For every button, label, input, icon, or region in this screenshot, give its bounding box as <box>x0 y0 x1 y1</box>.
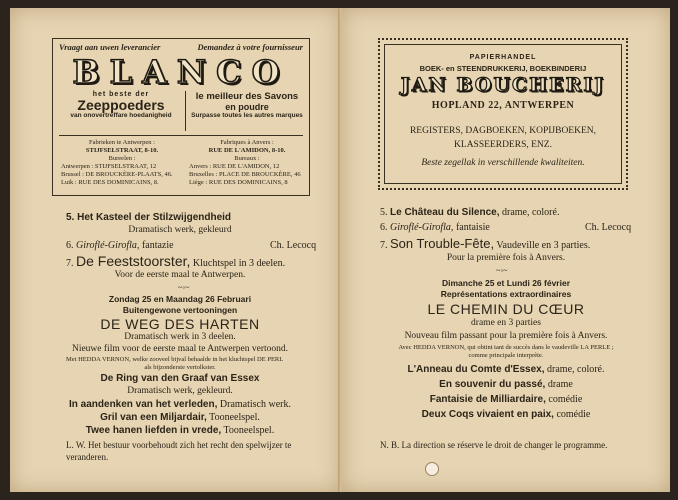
left-film-2 <box>0 399 340 410</box>
right-item-7 <box>380 236 590 251</box>
ad-nl-factory-line: Antwerpen : STIJFSELSTRAAT, 12 <box>61 163 157 170</box>
ad-nl-product: Zeeppoeders <box>77 97 165 113</box>
ad-vraag-text: Vraagt aan uwen leverancier <box>59 42 161 52</box>
ad-column-divider <box>185 91 186 131</box>
left-film-2-title: In aandenken van het verleden, <box>69 399 218 410</box>
left-special-heading: Buitengewone vertooningen <box>122 305 238 315</box>
left-item-7-number: 7. <box>66 258 74 269</box>
right-item-6-composer: Ch. Lecocq <box>585 222 632 233</box>
left-special-desc2: Nieuwe film voor de eerste maal te Antwerpen vertoond. <box>71 344 289 354</box>
right-special-desc4: comme principale interprète. <box>468 352 544 359</box>
left-film-4 <box>0 425 340 436</box>
right-item-6 <box>380 222 490 233</box>
right-film-4 <box>342 409 670 420</box>
right-item-6-number: 6. <box>380 222 388 233</box>
ad-trade-line: BOEK- en STEENDRUKKERIJ, BOEKBINDERIJ <box>419 64 587 73</box>
left-item-7-genre: Kluchtspel in 3 deelen. <box>192 258 286 269</box>
left-film-4-title: Twee hanen liefden in vrede, <box>85 425 222 436</box>
blanco-brand-logo: BLANCO <box>72 53 290 91</box>
right-film-2 <box>342 379 670 390</box>
left-special-desc3: Met HEDDA VERNON, welke zooveel bijval behaalde in het kluchtspel DE PERL <box>66 356 284 363</box>
punched-hole <box>425 462 439 476</box>
left-special-desc1: Dramatisch werk in 3 deelen. <box>124 332 236 342</box>
left-film-2-genre: Dramatisch werk. <box>219 399 291 410</box>
left-special-dates: Zondag 25 en Maandag 26 Februari <box>108 294 252 304</box>
ad-slogan: Beste zegellak in verschillende kwaliteiten. <box>421 158 585 168</box>
right-film-1-genre: drame, coloré. <box>547 364 605 375</box>
left-item-7-title: De Feeststoorster, <box>76 253 191 269</box>
right-film-3-title: Fantaisie de Milliardaire, <box>429 394 546 405</box>
ornament-divider: ~◦~ <box>496 266 508 275</box>
ad-products-line1: REGISTERS, DAGBOEKEN, KOPIJBOEKEN, <box>409 126 597 136</box>
ad-fr-factory-line: Fabriques à Anvers : <box>220 139 274 146</box>
right-film-2-genre: drame <box>547 379 573 390</box>
left-film-3 <box>0 412 340 423</box>
right-film-2-title: En souvenir du passé, <box>439 379 546 390</box>
ad-fr-product: en poudre <box>225 102 269 112</box>
right-note: N. B. La direction se réserve le droit de changer le programme. <box>380 440 608 450</box>
right-special-title: LE CHEMIN DU CŒUR <box>427 301 585 317</box>
ad-nl-factory-line: Luik : RUE DES DOMINICAINS, 8. <box>61 179 159 186</box>
left-item-6-title: Giroflé-Girofla, <box>76 240 140 251</box>
left-note-line1: L. W. Het bestuur voorbehoudt zich het recht den spelwijzer te <box>66 440 292 450</box>
right-special-heading: Représentations extraordinaires <box>440 289 572 299</box>
left-item-5-subtitle: Dramatisch werk, gekleurd <box>128 225 232 235</box>
ad-nl-factory-line: Fabrieken te Antwerpen : <box>89 139 155 146</box>
ornament-divider: ~◦~ <box>178 283 190 292</box>
ad-demandez-text: Demandez à votre fournisseur <box>197 42 303 52</box>
left-item-5: 5. Het Kasteel der Stilzwijgendheid <box>66 212 232 223</box>
right-item-7-title: Son Trouble-Fête, <box>390 236 495 251</box>
right-item-5-number: 5. <box>380 207 388 218</box>
right-film-3-genre: comédie <box>548 394 583 405</box>
left-special-desc4: als bijzonderste vertolkster. <box>144 364 216 371</box>
ad-nl-tag: het beste der <box>92 91 150 98</box>
left-item-7 <box>66 253 285 269</box>
right-special-desc2: Nouveau film passant pour la première fois à Anvers. <box>404 331 608 341</box>
boucherij-name-logo: JAN BOUCHERIJ <box>400 74 606 96</box>
right-film-1 <box>342 364 670 375</box>
ad-fr-sub: Surpasse toutes les autres marques <box>191 112 303 119</box>
right-film-1-title: L'Anneau du Comte d'Essex, <box>407 364 545 375</box>
right-item-7-subtitle: Pour la première fois à Anvers. <box>446 253 566 263</box>
right-special-dates: Dimanche 25 et Lundi 26 février <box>441 278 571 288</box>
ad-nl-factory-line: STIJFSELSTRAAT, 8-10. <box>85 147 159 154</box>
left-film-4-genre: Tooneelspel. <box>223 425 275 436</box>
ad-nl-factories <box>61 139 183 187</box>
left-item-6-genre: fantazie <box>141 240 174 251</box>
ad-fr-factories <box>189 139 305 187</box>
left-item-6-number: 6. <box>66 240 74 251</box>
right-item-7-number: 7. <box>380 240 388 251</box>
ad-address: HOPLAND 22, ANTWERPEN <box>431 100 575 111</box>
right-item-5-genre: drame, coloré. <box>501 207 560 218</box>
ad-horizontal-divider <box>59 135 303 136</box>
ad-fr-factory-line: RUE DE L'AMIDON, 8-10. <box>208 147 286 154</box>
ad-nl-factory-line: Brussel : DE BROUCKÈRE-PLAATS, 46. <box>61 171 173 178</box>
right-item-5 <box>380 207 559 218</box>
ad-nl-factory-line: Bureelen : <box>108 155 136 162</box>
ad-fr-tag: le meilleur des Savons <box>195 91 299 102</box>
ad-fr-factory-line: Bruxelles : PLACE DE BROUCKÈRE, 46 <box>189 171 301 178</box>
ad-fr-factory-line: Anvers : RUE DE L'AMIDON, 12 <box>189 163 280 170</box>
left-note-line2: veranderen. <box>66 452 109 462</box>
left-film-1-title: De Ring van den Graaf van Essex <box>100 373 260 384</box>
right-item-6-genre: fantaisie <box>455 222 490 233</box>
blanco-advertisement <box>52 38 310 196</box>
left-item-6 <box>66 240 174 251</box>
left-film-3-title: Gril van een Miljardair, <box>100 412 207 423</box>
right-item-5-title: Le Château du Silence, <box>390 207 500 218</box>
ad-nl-sub: van onovertreffare hoedanigheid <box>70 112 172 119</box>
ad-products-line2: KLASSEERDERS, ENZ. <box>454 140 552 150</box>
left-film-3-genre: Tooneelspel. <box>209 412 260 423</box>
right-film-4-title: Deux Coqs vivaient en paix, <box>421 409 554 420</box>
ad-dutch-column <box>57 91 185 119</box>
ad-french-column <box>187 91 307 119</box>
right-special-desc3: Avec HEDDA VERNON, qui obtint tant de succès dans le vaudeville LA PERLE ; <box>398 344 614 351</box>
right-item-7-genre: Vaudeville en 3 parties. <box>496 240 591 251</box>
left-item-7-subtitle: Voor de eerste maal te Antwerpen. <box>114 270 246 280</box>
ad-fr-factory-line: Liége : RUE DES DOMINICAINS, 8 <box>189 179 288 186</box>
left-item-6-composer: Ch. Lecocq <box>270 240 317 251</box>
ad-papierhandel: PAPIERHANDEL <box>469 54 537 61</box>
right-film-4-genre: comédie <box>556 409 591 420</box>
right-special-desc1: drame en 3 parties <box>471 318 541 328</box>
ad-fr-factory-line: Bureaux : <box>234 155 260 162</box>
right-item-6-title: Giroflé-Girofla, <box>390 222 454 233</box>
right-film-3 <box>342 394 670 405</box>
left-film-1-subtitle: Dramatisch werk, gekleurd. <box>127 386 233 396</box>
boucherij-advertisement <box>378 38 628 190</box>
left-special-title: DE WEG DES HARTEN <box>100 316 260 332</box>
